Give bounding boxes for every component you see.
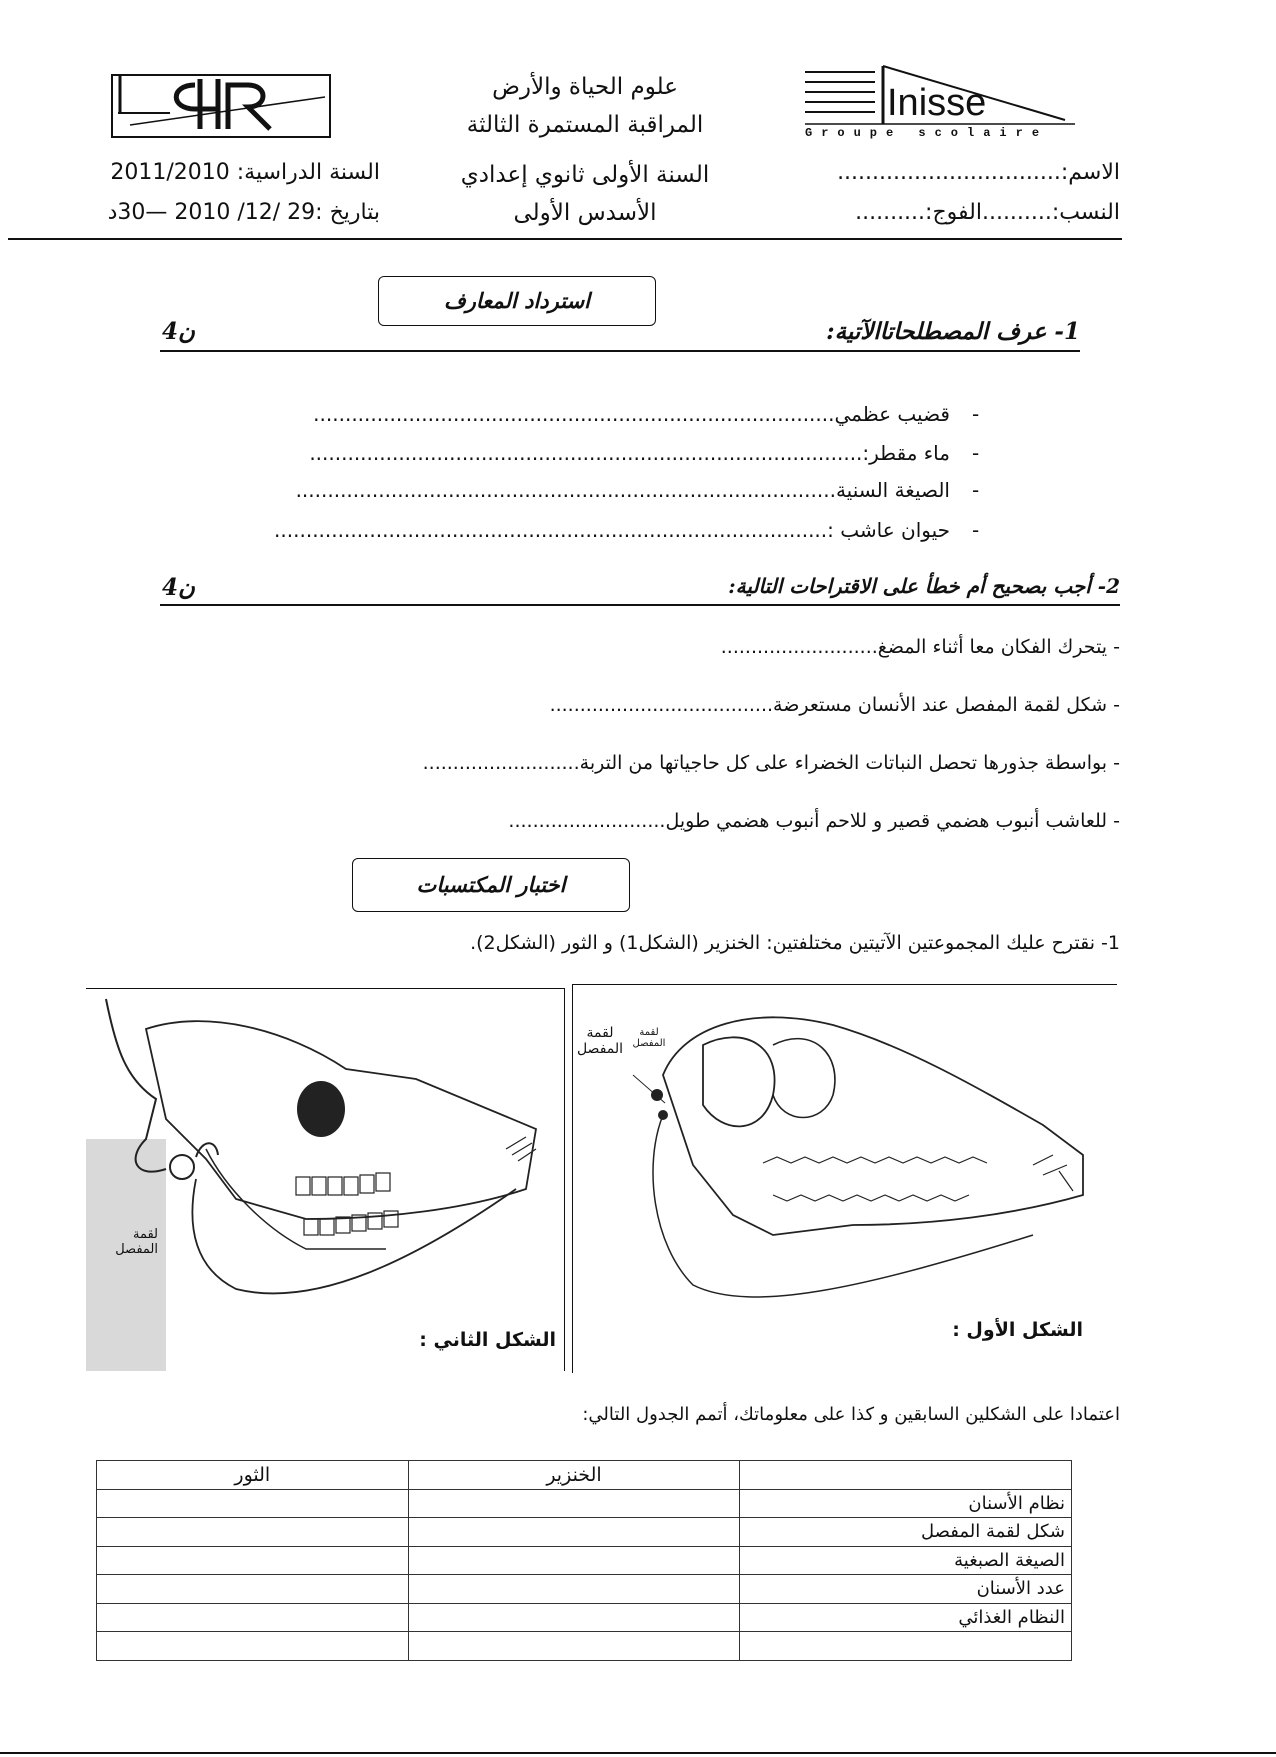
part2-q1-intro: 1- نقترح عليك المجموعتين الآتيتين مختلفتين: الخنزير (الشكل1) و الثور (الشكل2). [470,932,1120,954]
figure-pig-caption: الشكل الأول : [952,1319,1083,1341]
criterion-label: عدد الأسنان [740,1575,1072,1604]
school-year: السنة الدراسية: 2011/2010 [110,160,380,185]
term-bullet-2: - [972,441,980,465]
statement-4: - للعاشب أنبوب هضمي قصير و للاحم أنبوب هضمي طويل.......................... [508,810,1120,832]
cell-bull[interactable] [97,1546,409,1575]
table-header-row [97,1461,1072,1490]
cell-pig[interactable] [408,1603,740,1632]
q2-title: 2- أجب بصحيح أم خطأ على الاقتراحات التالية: [728,574,1120,598]
figure-bull-skull [86,988,565,1371]
criterion-label: النظام الغذائي [740,1603,1072,1632]
cell-pig[interactable] [408,1575,740,1604]
cell-bull[interactable] [97,1632,409,1661]
q1-title: 1- عرف المصطلحاتاالآتية: [826,318,1080,345]
footer-divider [0,1752,1276,1754]
statement-1: - يتحرك الفكان معا أثناء المضغ.......................... [720,636,1120,658]
term-bullet-4: - [972,518,980,542]
pig-condyle-label: لقمة المفصل [576,1025,624,1057]
header-cell-pig: الخنزير [408,1461,740,1490]
exam-date: بتاريخ :29 /12/ 2010 —30د [107,200,380,225]
term-bullet-1: - [972,402,980,426]
criterion-label [740,1632,1072,1661]
q2-underline [160,604,1120,606]
term-2: ماء مقطر:....................................................................................... [309,441,950,465]
table-instruction: اعتمادا على الشكلين السابقين و كذا على معلوماتك، أتمم الجدول التالي: [582,1404,1120,1425]
cell-pig[interactable] [408,1489,740,1518]
criterion-label: الصيغة الصبغية [740,1546,1072,1575]
section-title-knowledge: استرداد المعارف [378,276,656,326]
cell-bull[interactable] [97,1575,409,1604]
header-exam: المراقبة المستمرة الثالثة [466,112,704,138]
term-3: الصيغة السنية..................................................................................... [295,478,950,502]
school-emblem-icon [110,73,332,139]
header-cell-bull: الثور [97,1461,409,1490]
figure-pig-skull [572,984,1117,1373]
table-row [97,1632,1072,1661]
statement-3: - بواسطة جذورها تحصل النباتات الخضراء على كل حاجياتها من التربة.......................... [422,752,1120,774]
statement-2: - شكل لقمة المفصل عند الأنسان مستعرضة..................................... [549,694,1120,716]
bull-skull-drawing-icon [86,989,564,1371]
q2-score: 4ن [162,574,195,601]
student-group-field[interactable]: النسب:..........الفوج:.......... [855,200,1120,225]
comparison-table [96,1460,1072,1661]
cell-bull[interactable] [97,1489,409,1518]
school-logo-right [795,62,1085,142]
cell-pig[interactable] [408,1546,740,1575]
bull-condyle-label: لقمة المفصل [115,1227,158,1257]
table-row [97,1603,1072,1632]
cell-bull[interactable] [97,1518,409,1547]
pig-condyle-label-small: لقمة المفصل [632,1027,666,1049]
criterion-label: شكل لقمة المفصل [740,1518,1072,1547]
term-4: حيوان عاشب :....................................................................................... [274,518,950,542]
section-title-skills: اختبار المكتسبات [352,858,630,912]
figure-bull-caption: الشكل الثاني : [419,1329,556,1351]
term-1: قضيب عظمي.................................................................................. [313,402,950,426]
student-name-field[interactable]: الاسم:................................ [837,160,1120,185]
cell-pig[interactable] [408,1632,740,1661]
header-semester: الأسدس الأولى [513,200,657,226]
header-subject: علوم الحياة والأرض [492,74,678,100]
school-logo-subtitle: Groupe scolaire [805,126,1049,140]
cell-pig[interactable] [408,1518,740,1547]
q1-score: 4ن [162,318,195,345]
header-divider [8,238,1122,240]
school-logo-name: Inisse [887,82,987,124]
cell-bull[interactable] [97,1603,409,1632]
criterion-label: نظام الأسنان [740,1489,1072,1518]
school-logo-left [110,73,332,139]
q1-underline [160,350,1080,352]
table-row [97,1546,1072,1575]
table-row [97,1575,1072,1604]
header-cell-criterion [740,1461,1072,1490]
term-bullet-3: - [972,478,980,502]
table-row [97,1489,1072,1518]
table-row [97,1518,1072,1547]
header-level: السنة الأولى ثانوي إعدادي [460,162,710,188]
